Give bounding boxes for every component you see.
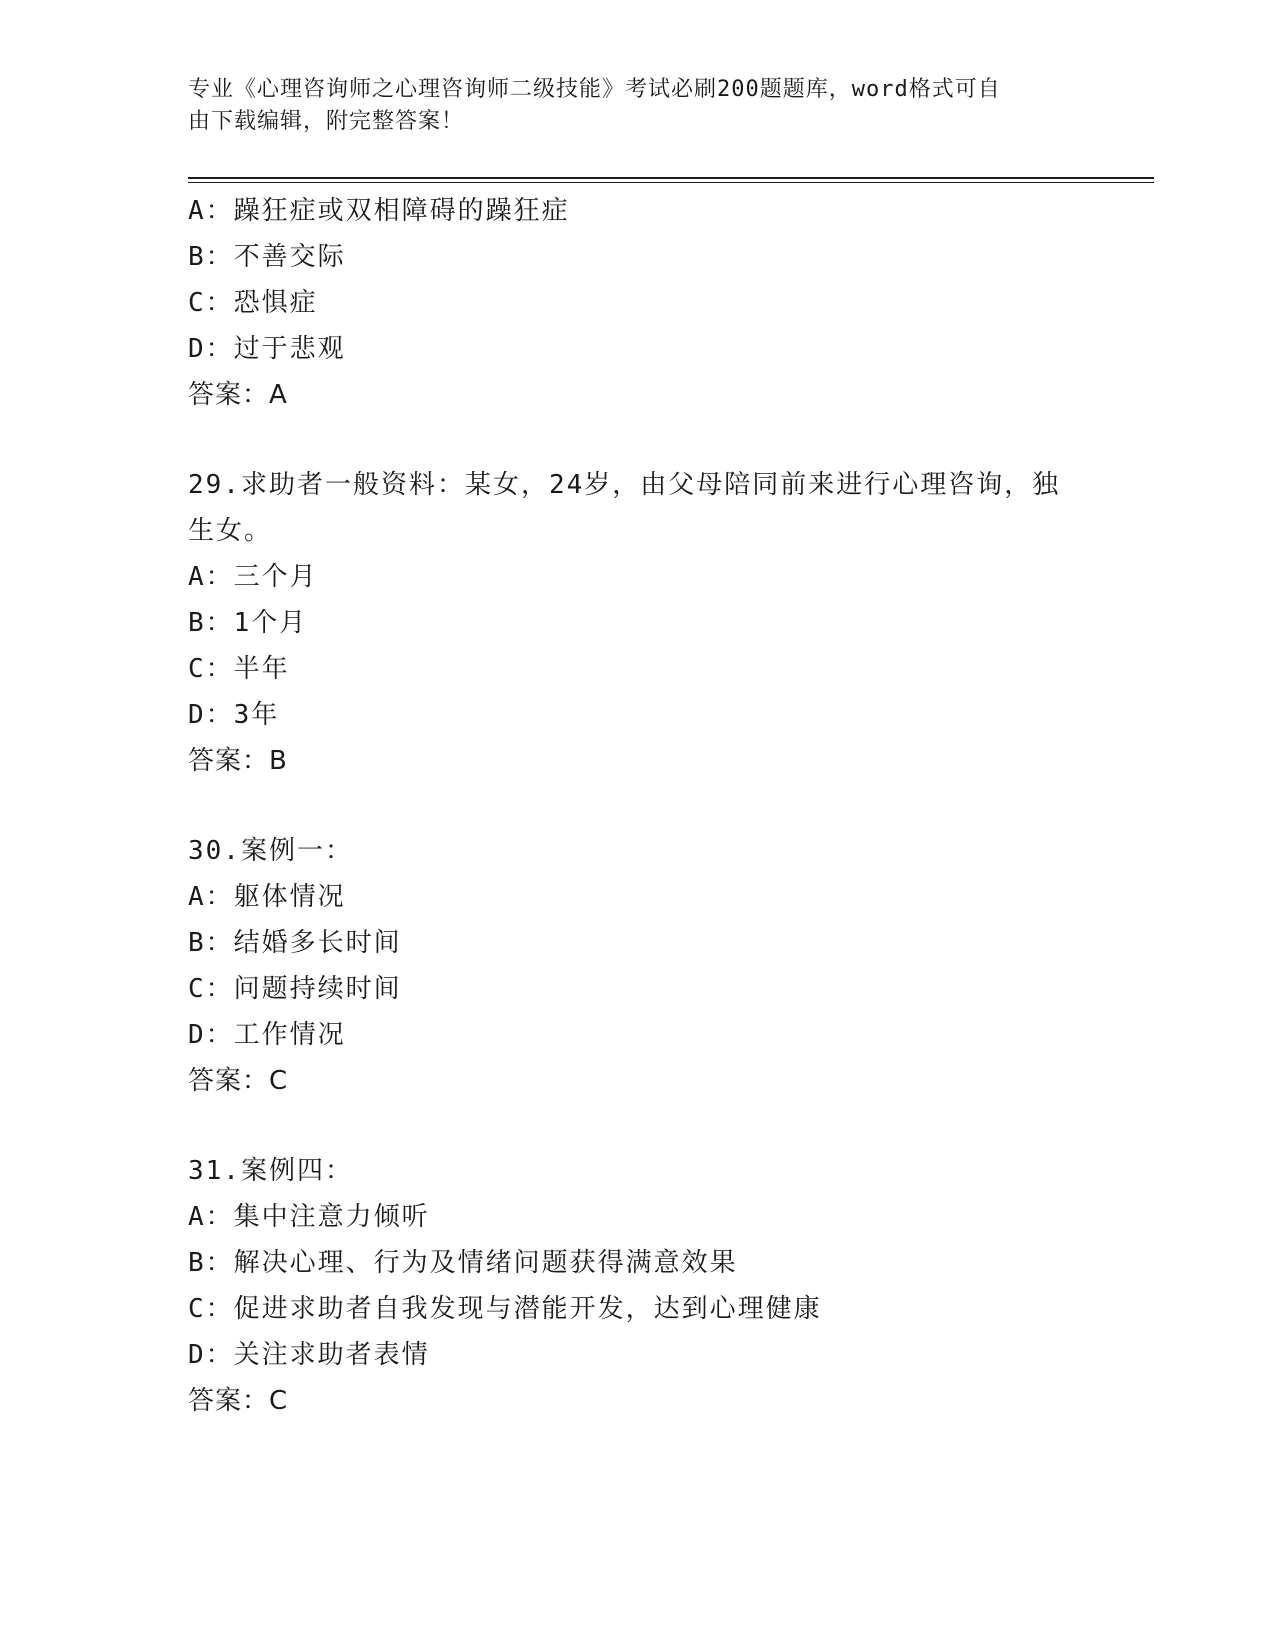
option-a: A：三个月 xyxy=(188,562,318,592)
spacer xyxy=(188,1104,1088,1148)
option-c: C：促进求助者自我发现与潜能开发，达到心理健康 xyxy=(188,1294,822,1324)
option-a: A：躁狂症或双相障碍的躁狂症 xyxy=(188,196,570,226)
spacer xyxy=(188,418,1088,462)
question-31 xyxy=(188,1148,1088,1424)
spacer xyxy=(188,784,1088,828)
question-29 xyxy=(188,462,1088,784)
answer-line: 答案：C xyxy=(188,1066,289,1096)
option-b: B：1个月 xyxy=(188,608,308,638)
answer-line: 答案：A xyxy=(188,380,288,410)
header-line-1: 专业《心理咨询师之心理咨询师二级技能》考试必刷200题题库，word格式可自 xyxy=(188,77,1001,102)
answer-line: 答案：B xyxy=(188,746,288,776)
option-d: D：过于悲观 xyxy=(188,334,346,364)
option-c: C：恐惧症 xyxy=(188,288,318,318)
option-d: D：3年 xyxy=(188,700,280,730)
document-header xyxy=(188,74,1088,138)
answer-line: 答案：C xyxy=(188,1386,289,1416)
header-line-2: 由下载编辑，附完整答案！ xyxy=(188,109,465,134)
question-stem: 31.案例四： xyxy=(188,1156,353,1186)
option-b: B：结婚多长时间 xyxy=(188,928,402,958)
option-b: B：解决心理、行为及情绪问题获得满意效果 xyxy=(188,1248,738,1278)
option-c: C：问题持续时间 xyxy=(188,974,402,1004)
option-a: A：集中注意力倾听 xyxy=(188,1202,430,1232)
question-28 xyxy=(188,188,1088,418)
option-b: B：不善交际 xyxy=(188,242,346,272)
question-list xyxy=(188,188,1088,1424)
option-d: D：工作情况 xyxy=(188,1020,346,1050)
question-stem-line-2: 生女。 xyxy=(188,516,273,546)
option-c: C：半年 xyxy=(188,654,290,684)
option-a: A：躯体情况 xyxy=(188,882,346,912)
question-stem-line-1: 29.求助者一般资料：某女，24岁，由父母陪同前来进行心理咨询，独 xyxy=(188,470,1061,500)
header-divider-thick xyxy=(188,177,1154,179)
question-stem: 30.案例一： xyxy=(188,836,353,866)
header-divider-thin xyxy=(188,182,1154,183)
question-30 xyxy=(188,828,1088,1104)
option-d: D：关注求助者表情 xyxy=(188,1340,430,1370)
